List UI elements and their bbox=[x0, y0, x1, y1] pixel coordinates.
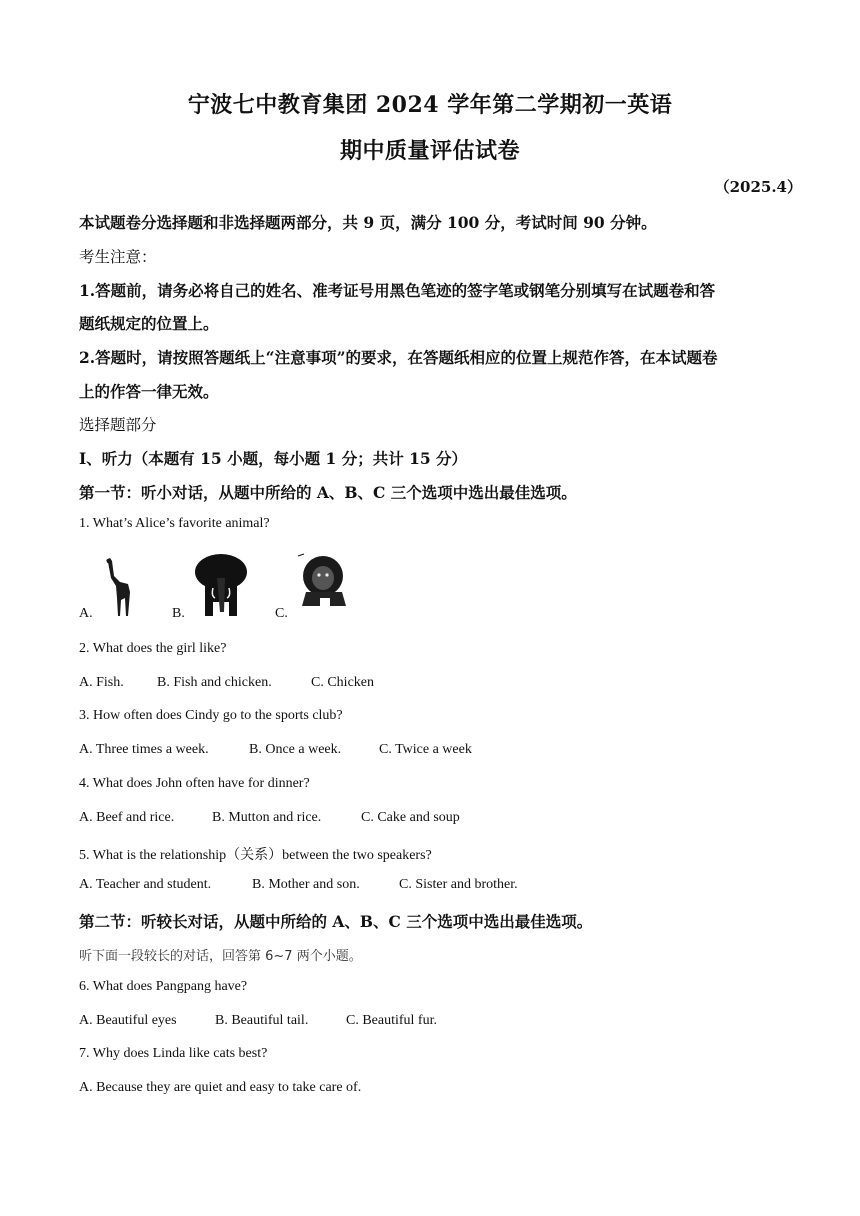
giraffe-icon bbox=[100, 556, 134, 618]
lion-icon bbox=[296, 552, 350, 614]
q3-option-a: A. Three times a week. bbox=[79, 742, 209, 757]
question-6: 6. What does Pangpang have? bbox=[79, 979, 248, 994]
q3-option-b: B. Once a week. bbox=[249, 742, 342, 757]
q2-option-a: A. Fish. bbox=[79, 675, 124, 690]
question-3-options bbox=[79, 742, 472, 758]
notice-2-line1: 2.答题时，请按照答题纸上“注意事项”的要求，在答题纸相应的位置上规范作答，在本试题卷 bbox=[79, 348, 718, 367]
q5-option-a: A. Teacher and student. bbox=[79, 877, 212, 892]
question-4: 4. What does John often have for dinner? bbox=[79, 776, 310, 791]
question-6-options bbox=[79, 1013, 437, 1029]
q5-option-b: B. Mother and son. bbox=[252, 877, 360, 892]
q4-option-a: A. Beef and rice. bbox=[79, 810, 175, 825]
exam-date: （2025.4） bbox=[714, 178, 802, 196]
notice-2-line2: 上的作答一律无效。 bbox=[79, 382, 219, 401]
question-7-options bbox=[79, 1080, 361, 1096]
question-5: 5. What is the relationship（关系）between the two speakers? bbox=[79, 848, 432, 863]
q4-option-c: C. Cake and soup bbox=[361, 810, 460, 825]
q6-option-b: B. Beautiful tail. bbox=[215, 1013, 309, 1028]
q2-option-b: B. Fish and chicken. bbox=[157, 675, 272, 690]
q2-option-c: C. Chicken bbox=[311, 675, 374, 690]
exam-summary: 本试题卷分选择题和非选择题两部分，共 9 页，满分 100 分，考试时间 90 分钟。 bbox=[79, 213, 657, 232]
q7-option-a: A. Because they are quiet and easy to take care of. bbox=[79, 1080, 362, 1095]
q1-option-b-label: B. bbox=[172, 606, 185, 621]
q4-option-b: B. Mutton and rice. bbox=[212, 810, 322, 825]
question-2: 2. What does the girl like? bbox=[79, 641, 227, 656]
q1-option-a-label: A. bbox=[79, 606, 93, 621]
choice-heading: 选择题部分 bbox=[79, 416, 157, 434]
listening-heading: Ⅰ、听力（本题有 15 小题，每小题 1 分；共计 15 分） bbox=[79, 449, 468, 468]
section1-instruction: 第一节：听小对话，从题中所给的 A、B、C 三个选项中选出最佳选项。 bbox=[79, 483, 577, 502]
question-5-options bbox=[79, 877, 518, 893]
notice-heading: 考生注意： bbox=[79, 248, 157, 266]
question-4-options bbox=[79, 810, 460, 826]
notice-1-line1: 1.答题前，请务必将自己的姓名、准考证号用黑色笔迹的签字笔或钢笔分别填写在试题卷和答 bbox=[79, 281, 716, 300]
q1-option-c-label: C. bbox=[275, 606, 288, 621]
elephant-icon bbox=[193, 552, 249, 618]
q6-option-c: C. Beautiful fur. bbox=[346, 1013, 437, 1028]
q3-option-c: C. Twice a week bbox=[379, 742, 472, 757]
question-3: 3. How often does Cindy go to the sports club? bbox=[79, 708, 343, 723]
section2-instruction: 第二节：听较长对话，从题中所给的 A、B、C 三个选项中选出最佳选项。 bbox=[79, 912, 593, 931]
question-7: 7. Why does Linda like cats best? bbox=[79, 1046, 268, 1061]
q6-option-a: A. Beautiful eyes bbox=[79, 1013, 177, 1028]
question-2-options bbox=[79, 675, 374, 691]
exam-title-line2: 期中质量评估试卷 bbox=[339, 138, 520, 164]
section2-note: 听下面一段较长的对话，回答第 6~7 两个小题。 bbox=[79, 949, 362, 964]
q5-option-c: C. Sister and brother. bbox=[399, 877, 518, 892]
exam-title-line1: 宁波七中教育集团 2024 学年第二学期初一英语 bbox=[187, 92, 673, 118]
notice-1-line2: 题纸规定的位置上。 bbox=[79, 314, 219, 333]
question-1: 1. What’s Alice’s favorite animal? bbox=[79, 516, 270, 531]
